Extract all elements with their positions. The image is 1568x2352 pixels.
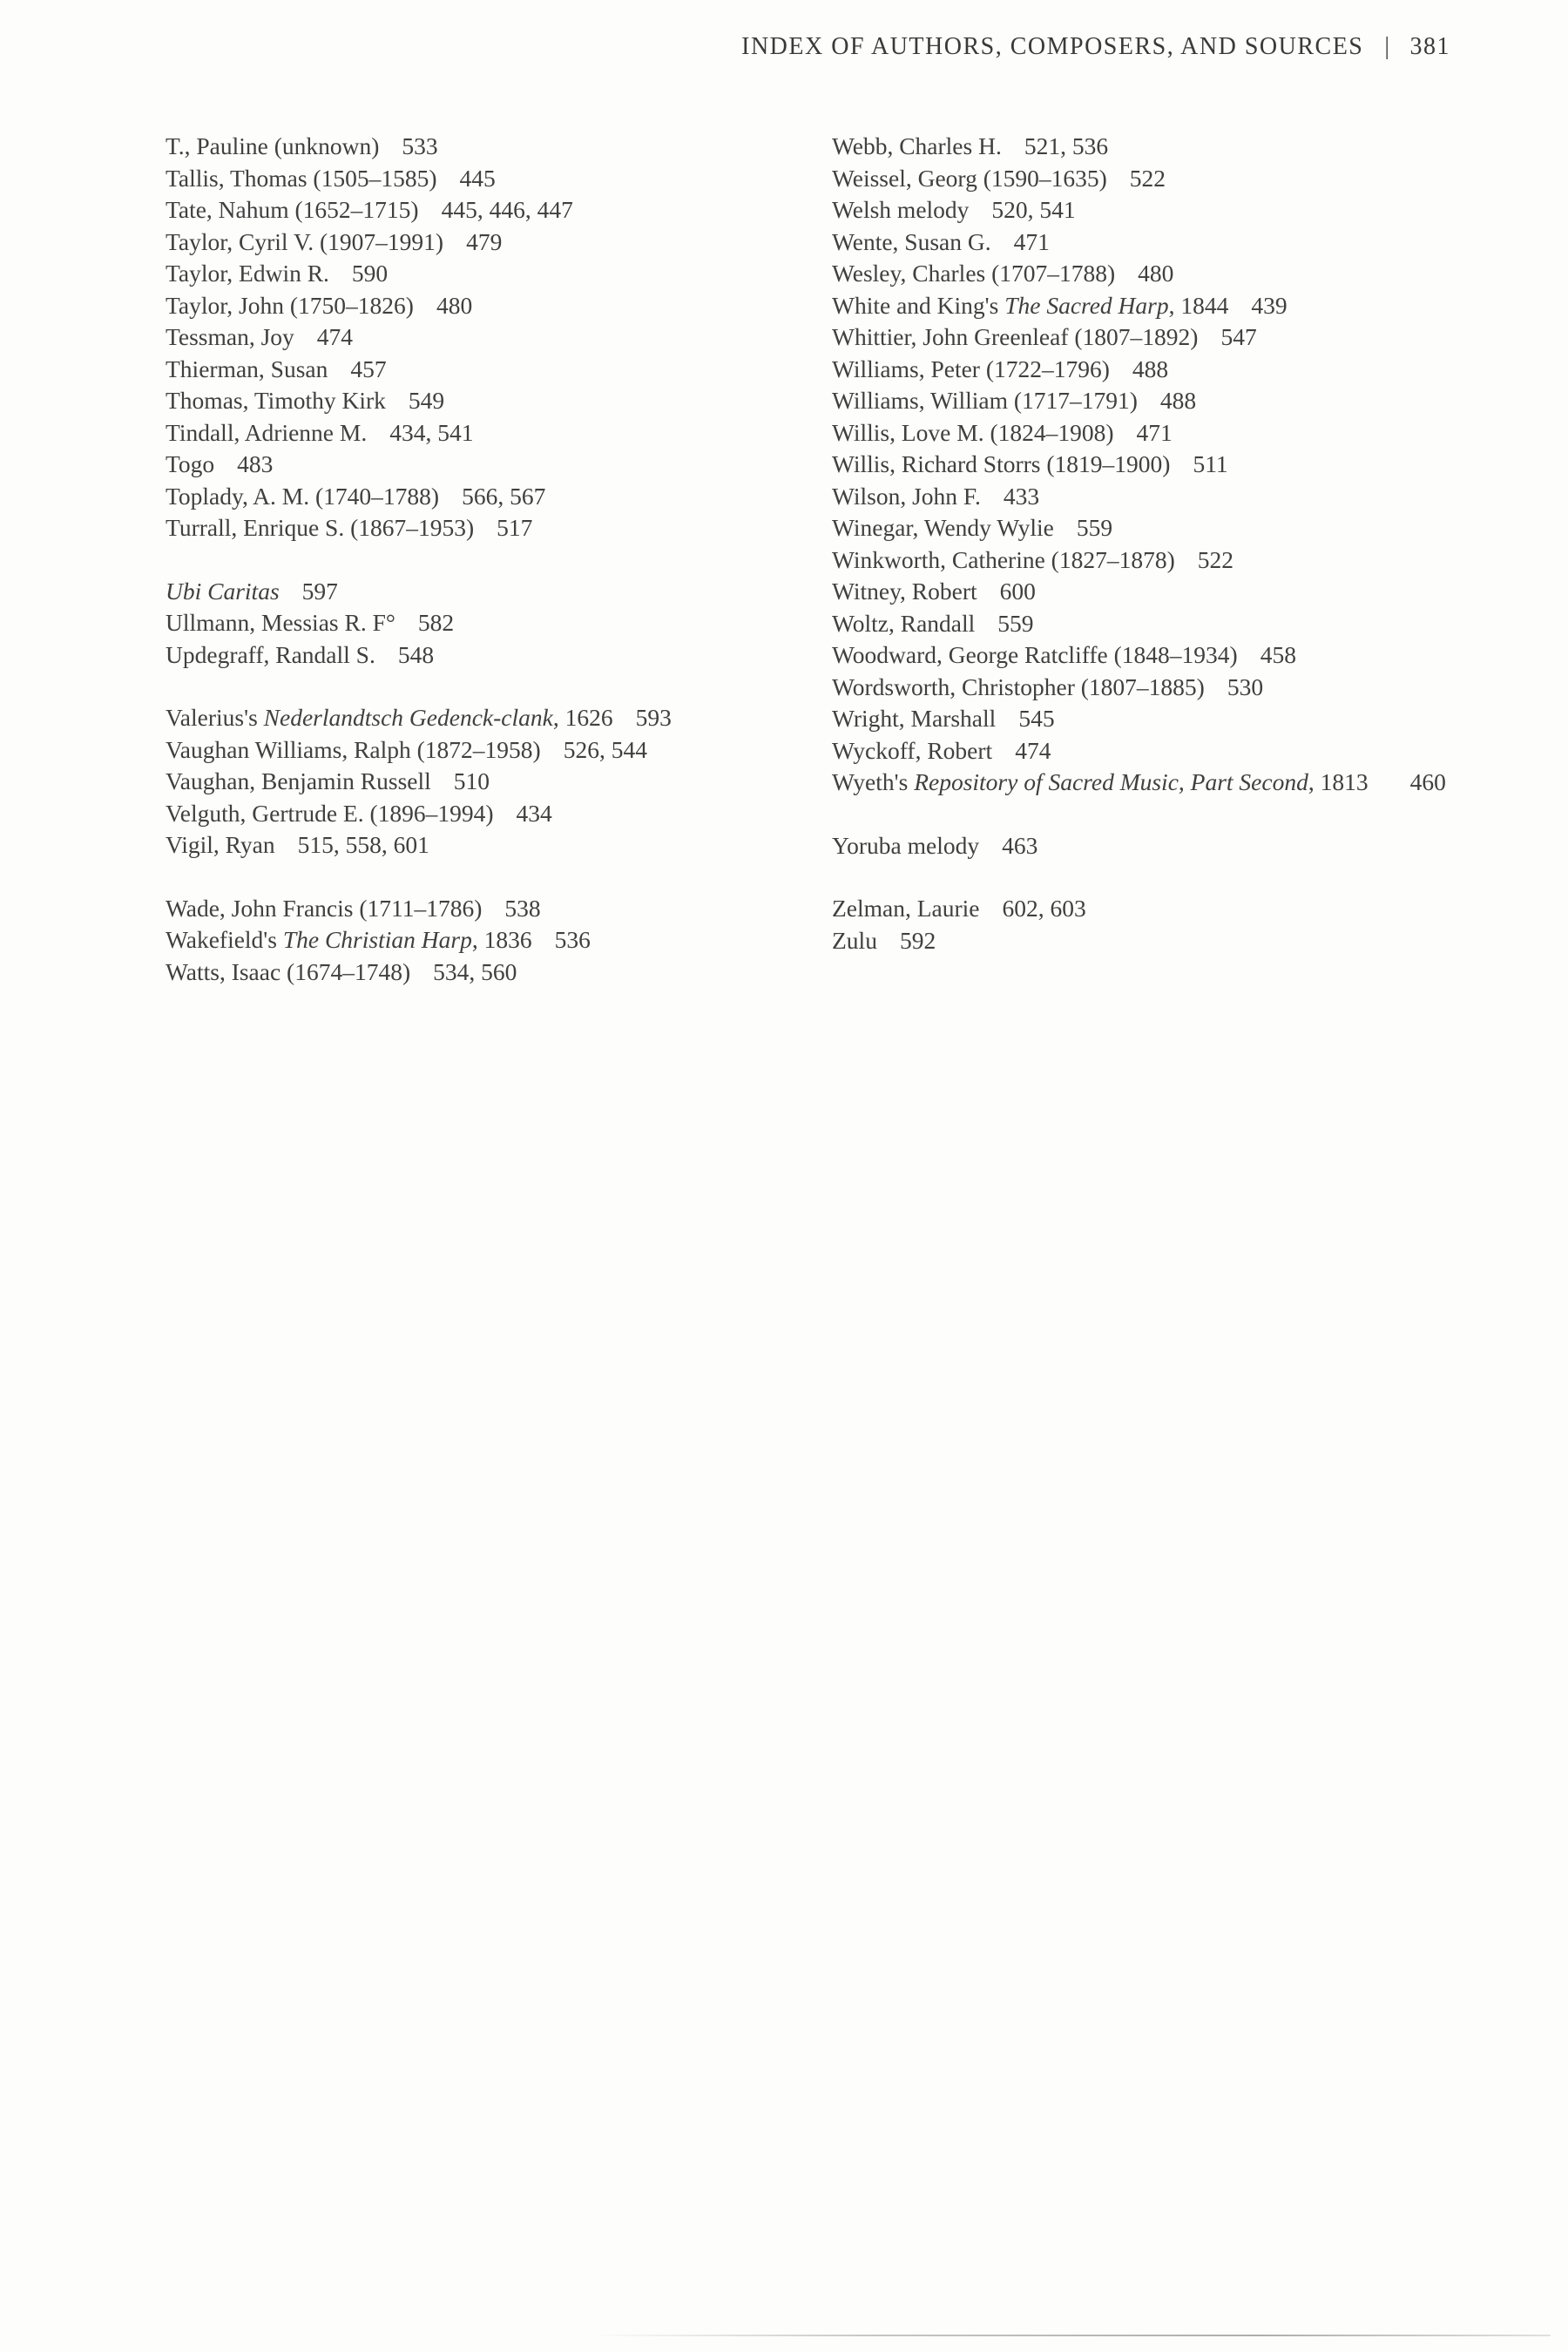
index-entry: Tindall, Adrienne M. 434, 541: [166, 418, 474, 446]
index-entry: Thomas, Timothy Kirk 549: [166, 387, 445, 414]
index-entry: Wakefield's The Christian Harp, 1836 536: [166, 926, 591, 953]
index-entry: Wilson, John F. 433: [832, 482, 1040, 510]
index-entry: Zelman, Laurie 602, 603: [832, 895, 1086, 922]
index-entry: Woltz, Randall 559: [832, 609, 1034, 637]
index-entry: Taylor, Edwin R. 590: [166, 260, 389, 287]
index-entry: Wente, Susan G. 471: [832, 227, 1050, 255]
index-entry: Whittier, John Greenleaf (1807–1892) 547: [832, 323, 1257, 350]
index-entry: Tallis, Thomas (1505–1585) 445: [166, 164, 496, 192]
index-entry: Wyckoff, Robert 474: [832, 736, 1051, 764]
index-entry: Yoruba melody 463: [832, 831, 1038, 859]
index-entry: Ullmann, Messias R. F° 582: [166, 609, 455, 636]
index-entry: Vigil, Ryan 515, 558, 601: [166, 831, 429, 858]
index-group-z: [832, 893, 1494, 956]
index-group-u: [166, 576, 793, 672]
index-entry: Witney, Robert 600: [832, 578, 1036, 605]
header-separator: |: [1384, 33, 1391, 60]
index-entry: Weissel, Georg (1590–1635) 522: [832, 164, 1166, 192]
index-entry: Watts, Isaac (1674–1748) 534, 560: [166, 957, 517, 985]
index-entry: Vaughan Williams, Ralph (1872–1958) 526, 544: [166, 735, 647, 763]
index-entry: Zulu 592: [832, 926, 936, 954]
index-entry: Tate, Nahum (1652–1715) 445, 446, 447: [166, 196, 573, 223]
header-title: INDEX OF AUTHORS, COMPOSERS, AND SOURCES: [741, 33, 1364, 60]
index-entry: Williams, William (1717–1791) 488: [832, 387, 1197, 414]
index-entry: Thierman, Susan 457: [166, 355, 387, 382]
index-entry: Winegar, Wendy Wylie 559: [832, 514, 1113, 541]
index-entry: Taylor, John (1750–1826) 480: [166, 291, 473, 319]
index-entry: Welsh melody 520, 541: [832, 196, 1076, 223]
index-entry: White and King's The Sacred Harp, 1844 439: [832, 291, 1288, 319]
index-entry: Willis, Love M. (1824–1908) 471: [832, 418, 1173, 446]
index-entry: Ubi Caritas 597: [166, 577, 338, 605]
index-entry: Wesley, Charles (1707–1788) 480: [832, 260, 1174, 287]
index-column-right: [832, 131, 1494, 956]
page-number: 381: [1409, 33, 1450, 60]
index-entry: Wright, Marshall 545: [832, 705, 1055, 732]
index-entry: Wade, John Francis (1711–1786) 538: [166, 894, 541, 922]
index-entry: Willis, Richard Storrs (1819–1900) 511: [832, 450, 1228, 477]
scan-edge-line: [592, 2335, 1551, 2336]
index-group-w: [166, 893, 793, 989]
running-header: [741, 33, 1450, 61]
index-entry: T., Pauline (unknown) 533: [166, 132, 438, 159]
index-entry: Vaughan, Benjamin Russell 510: [166, 767, 490, 794]
index-entry: Woodward, George Ratcliffe (1848–1934) 458: [832, 641, 1296, 668]
index-entry: Valerius's Nederlandtsch Gedenck-clank, 1626 593: [166, 704, 672, 731]
index-entry: Togo 483: [166, 450, 274, 477]
index-entry: Toplady, A. M. (1740–1788) 566, 567: [166, 482, 546, 510]
index-group-t: [166, 131, 793, 544]
index-column-left: [166, 131, 793, 988]
index-group-y: [832, 830, 1494, 862]
index-entry: Velguth, Gertrude E. (1896–1994) 434: [166, 799, 552, 827]
index-entry: Wordsworth, Christopher (1807–1885) 530: [832, 672, 1264, 700]
index-entry: Updegraff, Randall S. 548: [166, 640, 435, 668]
index-group-w-continued: [832, 131, 1494, 799]
index-entry: Tessman, Joy 474: [166, 323, 354, 350]
index-entry: Webb, Charles H. 521, 536: [832, 132, 1109, 159]
index-entry: Williams, Peter (1722–1796) 488: [832, 355, 1169, 382]
index-entry: Turrall, Enrique S. (1867–1953) 517: [166, 514, 533, 541]
index-entry: Winkworth, Catherine (1827–1878) 522: [832, 545, 1233, 573]
index-group-v: [166, 702, 793, 862]
index-entry: Taylor, Cyril V. (1907–1991) 479: [166, 227, 503, 255]
index-entry: Wyeth's Repository of Sacred Music, Part Second, 1813 460: [832, 768, 1446, 795]
